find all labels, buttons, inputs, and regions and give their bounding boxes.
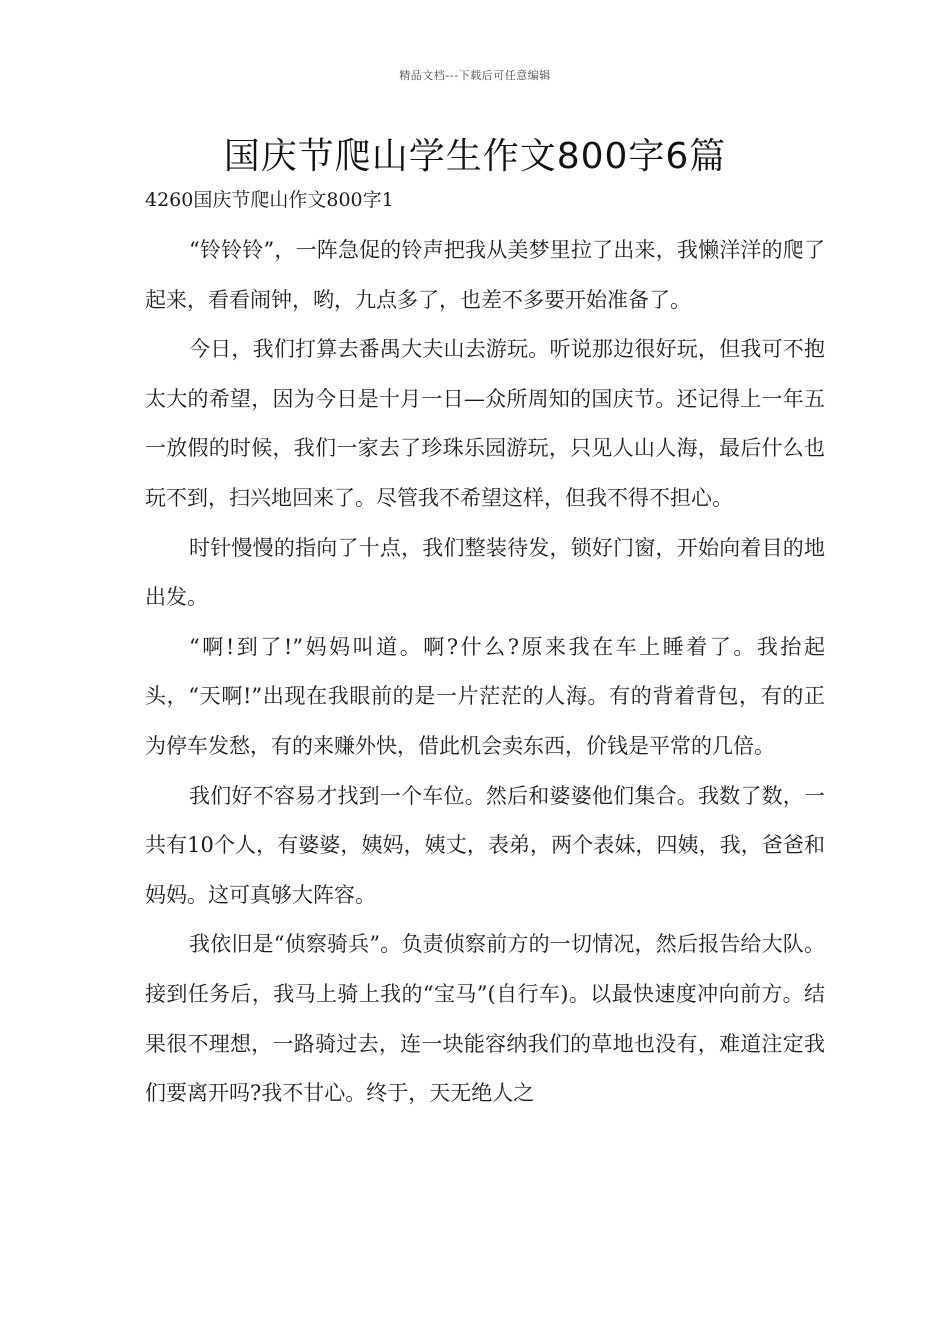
essay-body (145, 226, 825, 1119)
essay-subtitle: 4260国庆节爬山作文800字1 (145, 189, 394, 211)
paragraph: 我们好不容易才找到一个车位。然后和婆婆他们集合。我数了数，一共有10个人，有婆婆，姨妈，姨丈，表弟，两个表妹，四姨，我，爸爸和妈妈。这可真够大阵容。 (145, 783, 825, 907)
paragraph: “啊!到了!”妈妈叫道。啊?什么?原来我在车上睡着了。我抬起头，“天啊!”出现在我眼前的是一片茫茫的人海。有的背着背包，有的正为停车发愁，有的来赚外快，借此机会卖东西，价钱是平常的几倍。 (145, 634, 825, 758)
paragraph: 时针慢慢的指向了十点，我们整装待发，锁好门窗，开始向着目的地出发。 (145, 535, 825, 610)
paragraph: “铃铃铃”，一阵急促的铃声把我从美梦里拉了出来，我懒洋洋的爬了起来，看看闹钟，哟，九点多了，也差不多要开始准备了。 (145, 238, 825, 312)
document-title: 国庆节爬山学生作文800字6篇 (223, 136, 727, 177)
header-note: 精品文档---下载后可任意编辑 (399, 69, 551, 82)
paragraph: 我依旧是“侦察骑兵”。负责侦察前方的一切情况，然后报告给大队。接到任务后，我马上骑上我的“宝马”(自行车)。以最快速度冲向前方。结果很不理想，一路骑过去，连一块能容纳我们的草地也没有，难道注定我们要离开吗?我不甘心。终于，天无绝人之 (145, 932, 825, 1106)
paragraph: 今日，我们打算去番禺大夫山去游玩。听说那边很好玩，但我可不抱太大的希望，因为今日是十月一日—众所周知的国庆节。还记得上一年五一放假的时候，我们一家去了珍珠乐园游玩，只见人山人海，最后什么也玩不到，扫兴地回来了。尽管我不希望这样，但我不得不担心。 (145, 337, 825, 510)
